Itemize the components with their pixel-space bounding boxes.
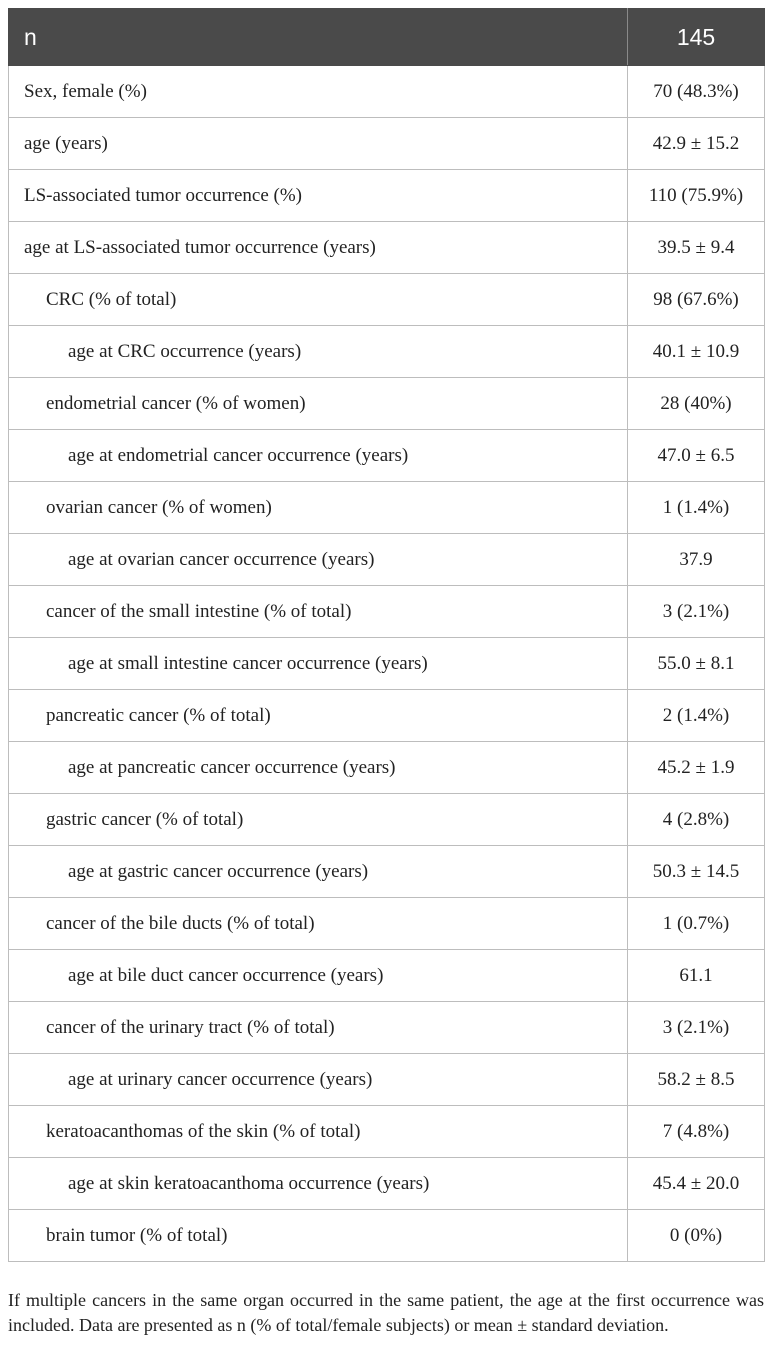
row-value: 28 (40%)	[628, 378, 765, 430]
row-value: 40.1 ± 10.9	[628, 326, 765, 378]
row-value: 42.9 ± 15.2	[628, 118, 765, 170]
row-label: endometrial cancer (% of women)	[9, 378, 628, 430]
row-value: 3 (2.1%)	[628, 586, 765, 638]
row-value: 4 (2.8%)	[628, 794, 765, 846]
row-label: CRC (% of total)	[9, 274, 628, 326]
table-row	[9, 534, 765, 586]
row-value: 110 (75.9%)	[628, 170, 765, 222]
row-label: age (years)	[9, 118, 628, 170]
row-label: LS-associated tumor occurrence (%)	[9, 170, 628, 222]
row-label: age at LS-associated tumor occurrence (years)	[9, 222, 628, 274]
table-row	[9, 482, 765, 534]
table-row	[9, 274, 765, 326]
row-value: 7 (4.8%)	[628, 1106, 765, 1158]
header-value-cell: 145	[628, 9, 765, 66]
row-label: brain tumor (% of total)	[9, 1210, 628, 1262]
row-value: 98 (67.6%)	[628, 274, 765, 326]
row-label: age at gastric cancer occurrence (years)	[9, 846, 628, 898]
row-value: 39.5 ± 9.4	[628, 222, 765, 274]
row-value: 61.1	[628, 950, 765, 1002]
table-row	[9, 950, 765, 1002]
row-value: 70 (48.3%)	[628, 66, 765, 118]
row-label: age at pancreatic cancer occurrence (years)	[9, 742, 628, 794]
row-label: age at endometrial cancer occurrence (years)	[9, 430, 628, 482]
row-label: age at skin keratoacanthoma occurrence (years)	[9, 1158, 628, 1210]
row-label: age at bile duct cancer occurrence (years)	[9, 950, 628, 1002]
row-label: age at ovarian cancer occurrence (years)	[9, 534, 628, 586]
table-row	[9, 430, 765, 482]
row-label: age at small intestine cancer occurrence (years)	[9, 638, 628, 690]
table-row	[9, 66, 765, 118]
table-header	[9, 9, 765, 66]
row-label: cancer of the small intestine (% of total)	[9, 586, 628, 638]
row-label: age at urinary cancer occurrence (years)	[9, 1054, 628, 1106]
row-label: Sex, female (%)	[9, 66, 628, 118]
table-footnote: If multiple cancers in the same organ occurred in the same patient, the age at the first occurrence was included. Data are presented as n (% of total/female subjects) or mean ± standard deviation.	[8, 1290, 764, 1335]
table-row	[9, 222, 765, 274]
table-row	[9, 794, 765, 846]
table-row	[9, 1158, 765, 1210]
row-value: 50.3 ± 14.5	[628, 846, 765, 898]
table-row	[9, 638, 765, 690]
header-label-cell: n	[9, 9, 628, 66]
row-label: cancer of the urinary tract (% of total)	[9, 1002, 628, 1054]
table-row	[9, 1002, 765, 1054]
row-label: pancreatic cancer (% of total)	[9, 690, 628, 742]
table-row	[9, 742, 765, 794]
table-row	[9, 170, 765, 222]
table-row	[9, 1106, 765, 1158]
row-value: 58.2 ± 8.5	[628, 1054, 765, 1106]
row-value: 55.0 ± 8.1	[628, 638, 765, 690]
table-row	[9, 1210, 765, 1262]
row-value: 1 (1.4%)	[628, 482, 765, 534]
row-label: ovarian cancer (% of women)	[9, 482, 628, 534]
table-body	[9, 66, 765, 1262]
row-value: 1 (0.7%)	[628, 898, 765, 950]
table-row	[9, 118, 765, 170]
row-value: 0 (0%)	[628, 1210, 765, 1262]
header-row	[9, 9, 765, 66]
table-row	[9, 846, 765, 898]
table-row	[9, 378, 765, 430]
row-label: gastric cancer (% of total)	[9, 794, 628, 846]
table-row	[9, 1054, 765, 1106]
row-label: keratoacanthomas of the skin (% of total)	[9, 1106, 628, 1158]
table-row	[9, 898, 765, 950]
table-row	[9, 326, 765, 378]
row-label: cancer of the bile ducts (% of total)	[9, 898, 628, 950]
table-row	[9, 586, 765, 638]
row-value: 47.0 ± 6.5	[628, 430, 765, 482]
row-value: 2 (1.4%)	[628, 690, 765, 742]
row-value: 45.2 ± 1.9	[628, 742, 765, 794]
row-label: age at CRC occurrence (years)	[9, 326, 628, 378]
characteristics-table	[8, 8, 765, 1262]
row-value: 3 (2.1%)	[628, 1002, 765, 1054]
row-value: 37.9	[628, 534, 765, 586]
row-value: 45.4 ± 20.0	[628, 1158, 765, 1210]
table-row	[9, 690, 765, 742]
